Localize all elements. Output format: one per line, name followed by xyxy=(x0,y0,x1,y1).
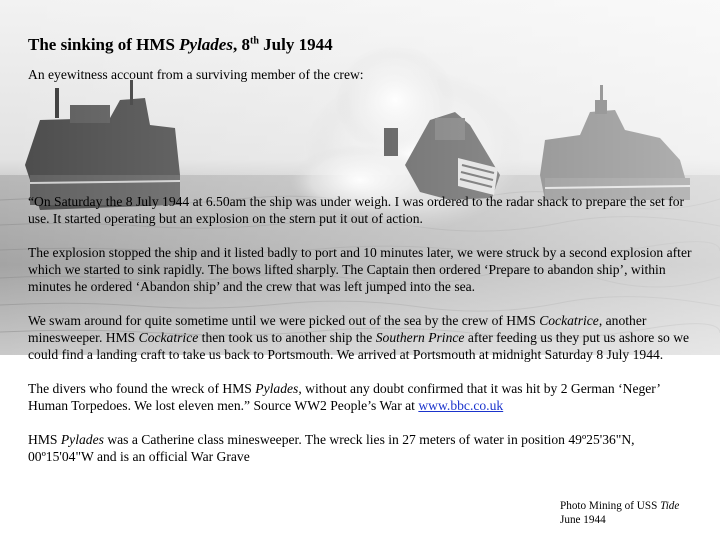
page-title xyxy=(28,34,696,56)
para3-ship-cockatrice: Cockatrice xyxy=(539,313,599,328)
para4-text-a: The divers who found the wreck of HMS xyxy=(28,381,256,396)
para3-text-g: after feeding us they put us ashore so we could find a landing craft to take us back to Portsmouth. We arrived at Portsmouth at midnight Saturday 8 July 1944. xyxy=(28,330,690,362)
bbc-link[interactable]: www.bbc.co.uk xyxy=(418,398,504,413)
title-date-day: , 8 xyxy=(232,35,250,54)
para3-ship-cockatrice-2: Cockatrice xyxy=(138,330,199,345)
paragraph-3 xyxy=(28,312,696,363)
para5-ship-pylades: Pylades xyxy=(60,432,104,447)
para3-ship-southern-prince: Southern Prince xyxy=(375,330,465,345)
para4-ship-pylades: Pylades xyxy=(255,381,299,396)
caption-prefix: Photo Mining of USS xyxy=(560,500,661,512)
caption-line-1 xyxy=(560,499,679,513)
title-date-rest: July 1944 xyxy=(258,35,333,54)
paragraph-1: “On Saturday the 8 July 1944 at 6.50am the ship was under weigh. I was ordered to the radar shack to prepare the set for use. It started operating but an explosion on the stern put it out of action. xyxy=(28,194,685,226)
title-date-suffix: th xyxy=(249,35,259,47)
para3-text-e: then took us to another ship the xyxy=(198,330,376,345)
title-ship-name: Pylades xyxy=(179,35,233,54)
para3-text-a: We swam around for quite sometime until we were picked out of the sea by the crew of HMS xyxy=(28,313,540,328)
caption-ship-name: Tide xyxy=(660,500,680,512)
caption-date: June 1944 xyxy=(560,514,606,526)
para5-text-c: was a Catherine class minesweeper. The wreck lies in 27 meters of water in position 49º25'36"N, 00º15'04"W and is an official War Grave xyxy=(28,432,635,464)
photo-gap xyxy=(28,83,696,193)
photo-caption xyxy=(560,499,679,527)
intro-text: An eyewitness account from a surviving member of the crew: xyxy=(28,67,364,82)
paragraph-2: The explosion stopped the ship and it listed badly to port and 10 minutes later, we were struck by a second explosion after which we started to sink rapidly. The bows lifted sharply. The Captain then ordered ‘Prepare to abandon ship’, within minutes he ordered ‘Abandon ship’ and the crew that was left jumped into the sea. xyxy=(28,245,692,294)
paragraph-5 xyxy=(28,431,696,465)
paragraph-4 xyxy=(28,380,696,414)
para5-text-a: HMS xyxy=(28,432,61,447)
title-prefix: The sinking of HMS xyxy=(28,35,180,54)
para4-text-c: , without any doubt confirmed that it was hit by 2 German ‘Neger’ Human Torpedoes. We lost eleven men.” Source WW2 People’s War at xyxy=(28,381,660,413)
document-body xyxy=(28,34,696,465)
para3-text-c: , another minesweeper. HMS xyxy=(28,313,647,345)
